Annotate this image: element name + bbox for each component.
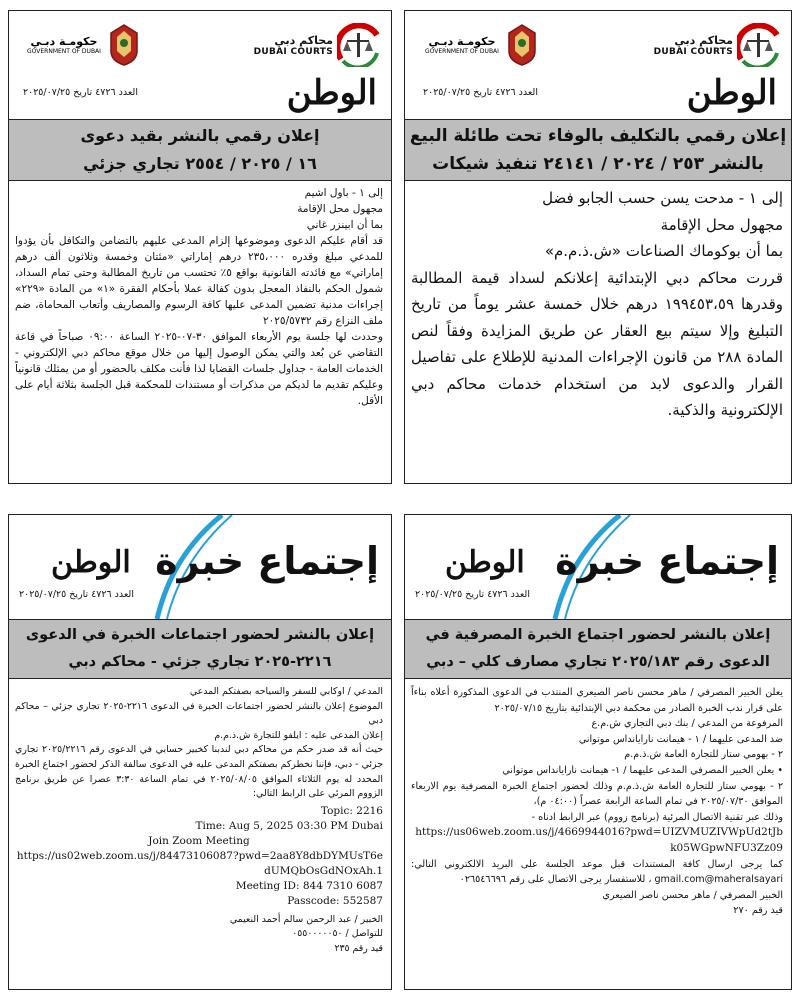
zoom-link[interactable]: https://us02web.zoom.us/j/84473106087?pwd=2aa8Y8dbDYMUsT6edUMQbOsGdNOxAh.1 [16,849,383,877]
expert-signature: الخبير / عبد الرحمن سالم أحمد النعيمي [229,913,383,925]
notice-title-band [405,119,791,181]
expert-meeting-heading: إجتماع خبرة [155,539,379,583]
dubai-courts-logo [654,23,781,67]
courts-emblem-icon [737,23,781,67]
notice-line: إلى ١ - مدحت يسن حسب الجابو فضل [542,189,783,207]
dubai-courts-logo [254,23,381,67]
courts-name-en: DUBAI COURTS [653,46,733,57]
notice-line: إلى ١ - باول اشيم [304,187,383,199]
courts-name-ar: محاكم دبي [274,33,333,47]
courts-name-ar: محاكم دبي [674,33,733,47]
gov-name-en: GOVERNMENT OF DUBAI [27,48,101,55]
notice-title-line-2: ١٦ / ٢٠٢٥ / ٢٥٥٤ تجاري جزئي [83,154,317,173]
notice-line: وذلك عبر تقنية الاتصال المرئية (برنامج زووم) عبر الرابط ادناه - [531,811,783,823]
zoom-topic: Topic: 2216 [320,804,383,817]
courts-emblem-icon [337,23,381,67]
newspaper-masthead: الوطن [51,545,131,580]
zoom-passcode: Passcode: 552587 [287,894,383,907]
notice-title-line-1: إعلان بالنشر لحضور اجتماعات الخبرة في الدعوى [25,627,375,643]
notice-title-line-2: ٢٢١٦-٢٠٢٥ تجاري جزئي - محاكم دبي [68,654,332,670]
zoom-meeting-id: Meeting ID: 844 7310 6087 [235,879,383,892]
newspaper-masthead: الوطن [445,545,525,580]
notice-line: قررت محاكم دبي الإبتدائية إعلانكم لسداد قيمة المطالبة وقدرها ١٩٩٤٥٣،٥٩ درهم خلال خمسة عشر يوماً من تاريخ التبليغ وإلا سيتم بيع العقار عن طريق المزايدة وفقاً لنص المادة ٢٨٨ من قانون الإجراءات المدنية للإطلاع على تفاصيل القرار والدعوى لابد من استخدام خدمات محاكم دبي الإلكترونية والذكية. [411,268,784,419]
notice-line: بما أن ابينزر غاني [306,219,383,231]
notice-line: حيث أنه قد صدر حكم من محاكم دبي لندبنا كخبير حسابي في الدعوى رقم ٢٠٢٥/٢٢١٦ تجاري جزئي - دبي، فإننا نخطركم بصفتكم المدعى عليه في الدعوى سالفة الذكر لحضور اجتماع الخبرة المحدد له يوم الثلاثاء الموافق ٢٠٢٥/٠٨/٠٥ في تمام الساعة ٣:٣٠ عصرا عن طريق برنامج الزووم المرئي على الرابط التالي: [15,744,383,800]
gov-name-en: GOVERNMENT OF DUBAI [425,48,499,55]
notice-line: • يعلن الخبير المصرفي المدعى عليهما / ١- هيمانت نارايانداس موتواني [502,764,783,776]
notice-title-band [405,619,791,679]
government-emblem-icon [505,23,539,67]
courts-name-en: DUBAI COURTS [253,46,333,57]
expert-signature: الخبير المصرفي / ماهر محسن ناصر الصيعري [602,889,783,901]
notice-body [411,685,783,919]
dubai-government-logo [425,23,539,67]
newspaper-masthead: الوطن [686,73,777,113]
notice-line: مجهول محل الإقامة [297,203,383,215]
notice-line: ٢ - بهومي ستار للتجارة العامة ش.ذ.م.م [624,749,783,761]
notice-title-line-1: إعلان رقمي بالنشر بقيد دعوى [80,126,320,145]
zoom-time: Time: Aug 5, 2025 03:30 PM Dubai [195,819,383,832]
notice-line: الموضوع إعلان بالنشر لحضور اجتماعات الخبرة في الدعوى ٢٢١٦-٢٠٢٥ تجاري جزئي – محاكم دبي [15,700,383,727]
notice-line: بما أن بوكوماك الصناعات «ش.ذ.م.م» [544,242,783,260]
notice-body [15,185,383,409]
zoom-join-label: Join Zoom Meeting [148,834,250,847]
notice-title-line-2: بالنشر ٢٥٣ / ٢٠٢٤ / ٢٤١٤١ تنفيذ شيكات [432,154,764,174]
notice-body [411,185,783,424]
newspaper-masthead: الوطن [286,73,377,113]
expert-meeting-heading: إجتماع خبرة [555,539,779,583]
notice-line: المرفوعة من المدعي / بنك دبي التجاري ش.م.ع [591,718,783,730]
zoom-link[interactable]: https://us06web.zoom.us/j/4669944016?pwd=UIZVMUZIVWpUd2tJbk05WGpwNFU3Zz09 [415,826,783,854]
notice-line: ٢ - بهومي ستار للتجارة العامة ش.ذ.م.م وذلك لحضور اجتماع الخبرة المصرفية يوم الاربعاء الموافق ٢٠٢٥/٠٧/٣٠ في تمام الساعة الرابعة عصراً (٠٤:٠٠ م)، [411,780,783,808]
gov-name-ar: حكومـة دبـي [30,35,98,48]
notice-title-line-2: الدعوى رقم ٢٠٢٥/١٨٣ تجاري مصارف كلي – دبي [426,654,770,670]
government-emblem-icon [107,23,141,67]
notice-title-line-1: إعلان بالنشر لحضور اجتماع الخبرة المصرفية في [425,627,771,643]
notice-line: يعلن الخبير المصرفي / ماهر محسن ناصر الصيعري المنتدب في الدعوى المذكورة أعلاه بناءاً على قرار ندب الخبرة الصادر من محكمة دبي الإبتدائية بتاريخ ٢٠٢٥/٠٧/١٥ [411,687,783,714]
notice-card-bottom-right [404,514,792,990]
registration-number: قيد رقم ٢٣٥ [334,942,383,954]
dubai-government-logo [27,23,141,67]
notice-card-top-right [404,10,792,484]
notice-line: مجهول محل الإقامة [660,215,783,234]
issue-number-date: العدد ٤٧٢٦ تاريخ ٢٠٢٥/٠٧/٢٥ [423,87,538,98]
notice-card-bottom-left [8,514,392,990]
notice-body [15,685,383,957]
notice-line: كما يرجى ارسال كافة المستندات قبل موعد الجلسة على البريد الالكتروني التالي: gmail.com@maheralsayari ، للاستفسار يرجى الاتصال على رقم ٠٢٦٥٤٦٦٩٦ [411,858,783,886]
issue-number-date: العدد ٤٧٢٦ تاريخ ٢٠٢٥/٠٧/٢٥ [415,589,530,600]
contact-number: للتواصل / ٠٥٥٠٠٠٠٠٥٠ [292,928,383,940]
notice-title-band [9,619,391,679]
notice-card-top-left [8,10,392,484]
notice-line: قد أقام عليكم الدعوى وموضوعها إلزام المدعى عليهم بالتضامن والتكافل بأن يؤدوا للمدعي مبلغ وقدره ٢٣٥،٠٠٠ درهم إماراتي «مئتان وخمسة وثلاثون ألف درهم إماراتي» مع فائدته القانونية بواقع ٥٪ تحتسب من تاريخ المطالبة وحتى تمام السداد، شمول الحكم بالنفاذ المعجل بدون كفالة عملا بأحكام الفقرة «١» من المادة «٢٢٩» إجراءات مدنية تضمين المدعى عليها كافة الرسوم والمصاريف وأتعاب المحاماة، ضم ملف النزاع رقم ٢٠٢٥/٥٧٣٢ [15,235,383,327]
issue-number-date: العدد ٤٧٢٦ تاريخ ٢٠٢٥/٠٧/٢٥ [19,589,134,600]
notice-title-line-1: إعلان رقمي بالتكليف بالوفاء تحت طائلة البيع [409,126,787,146]
notice-line: ضد المدعى عليهما / ١ - هيمانت نارايانداس موتواني [578,733,783,745]
registration-number: قيد رقم ٢٧٠ [733,905,783,917]
notice-line: وحددت لها جلسة يوم الأربعاء الموافق ٣٠-٠٧-٢٠٢٥ الساعة ٠٩:٠٠ صباحاً في قاعة التقاضي عن بُعد والتي يمكن الوصول إليها من خلال موقع محاكم دبي الإلكتروني - الخدمات العامة - جداول جلسات القضايا لذا فأنت مكلف بالحضور أو من يمثلك قانونياً وعليكم تقديم ما لديكم من مذكرات أو مستندات للمحكمة قبل الجلسة بثلاثة أيام على الأقل. [15,331,383,407]
issue-number-date: العدد ٤٧٢٦ تاريخ ٢٠٢٥/٠٧/٢٥ [23,87,138,98]
notice-line: إعلان المدعى عليه : ايلفو للتجارة ش.ذ.م.م [214,729,383,741]
gov-name-ar: حكومـة دبـي [428,35,496,48]
notice-title-band [9,119,391,181]
notice-line: المدعي / اوكابي للسفر والسياحه بصفتكم المدعي [189,686,383,697]
